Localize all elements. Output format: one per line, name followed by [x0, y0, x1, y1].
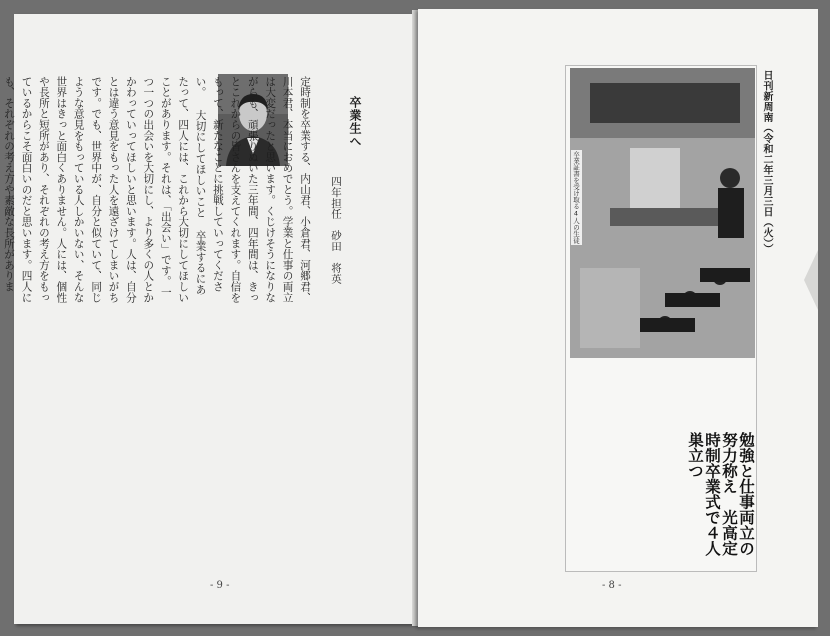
ceremony-photo [570, 68, 755, 358]
page-fold-edge [804, 250, 818, 310]
body-text-bottom [33, 324, 378, 554]
news-text-col [574, 360, 583, 565]
news-text-col [598, 360, 607, 565]
photo-caption: 卒業証書を受け取る4人の生徒 [572, 151, 580, 244]
news-text-col [622, 360, 631, 565]
page-number-left: - 9 - [210, 580, 230, 591]
page-number-right: - 8 - [602, 580, 622, 591]
news-text-col [744, 360, 753, 425]
news-text-col [670, 360, 679, 565]
news-headline: 勉強と仕事両立の努力称え 光高定時制卒業式で４人巣立つ [686, 432, 755, 556]
news-text-col [610, 360, 619, 565]
news-text-col [658, 360, 667, 565]
news-text-col [634, 360, 643, 565]
newspaper-source: 日刊新周南（令和二年三月三日（火）） [761, 70, 772, 254]
body-text-top: 定時制を卒業する、内山君、小倉君、河郷君、川本君、本当におめでとう。学業と仕事の両立は大変だったと思います。くじけそうになりながらも、頑張りぬいた三年間、四年間は、きっとこれからの皆さんを支えてくれます。自信をもって、新たなことに挑戦していってください。 大切にしてほしいこと 卒業するにあたって、四人には、これから大切にしてほしいことがあります。それは、「出会い」です。一つ一つの出会いを大切にし、より多くの人とかかわっていってほしいと思います。人は、自分とは違う意見をもった人を遠ざけてしまいがちです。でも、世界中が、自分と似ていて、同じような意見をもっている人しかいない、そんな世界はきっと面白くありません。人には、個性や長所と短所があり、それぞれの考え方をもっているからこそ面白いのだと思います。四人にも、それぞれの考え方や素敵な長所がありま [3, 76, 311, 303]
author-byline: 四年担任 砂田 将英 [330, 176, 342, 284]
article-title: 卒業生へ [348, 96, 362, 148]
news-text-col [586, 360, 595, 565]
body-text-top-cont [33, 76, 161, 304]
news-text-col [646, 360, 655, 565]
